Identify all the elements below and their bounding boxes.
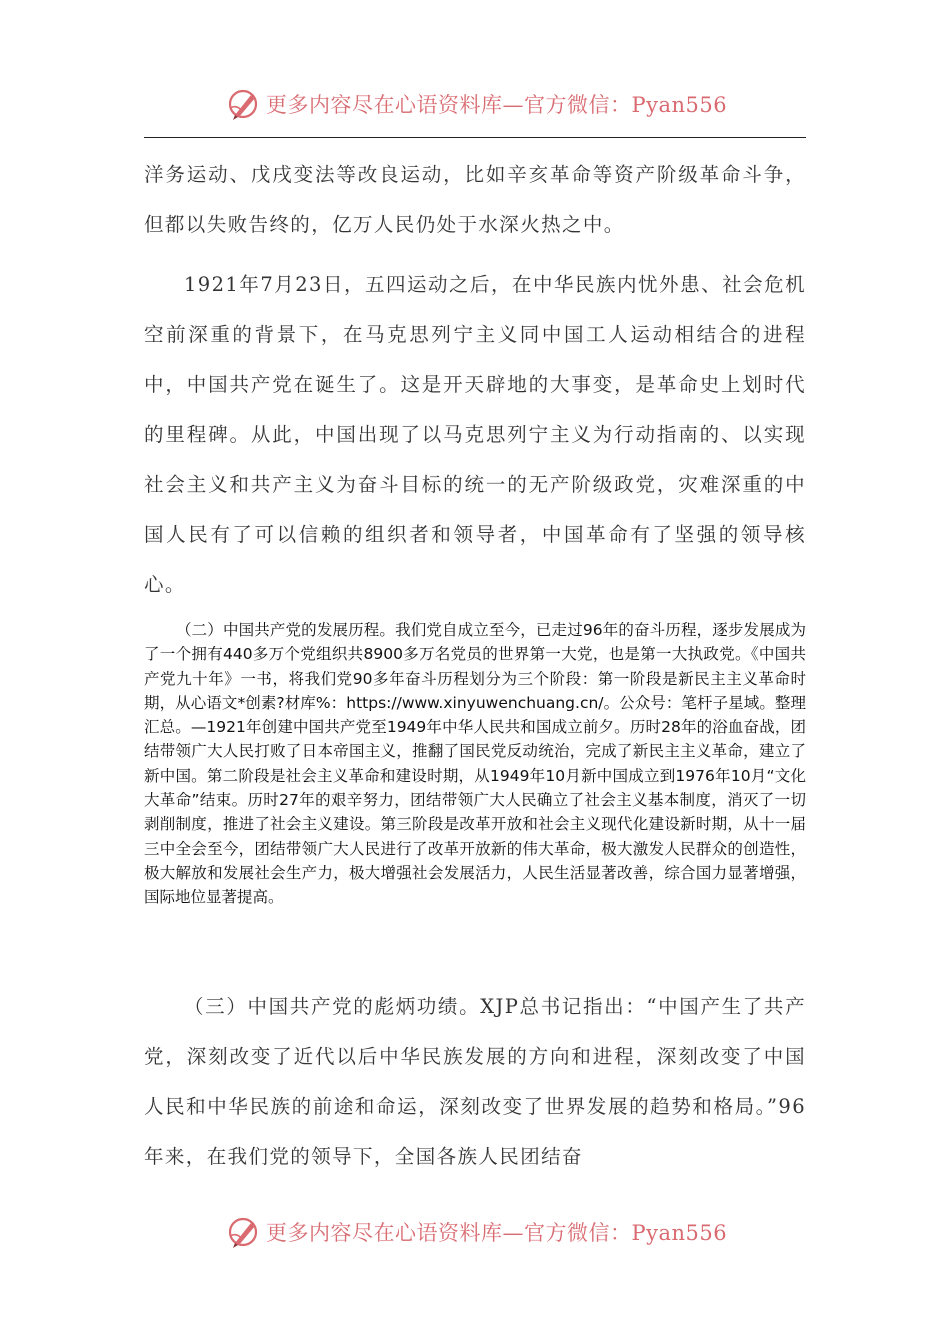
- page-footer: [0, 1212, 950, 1252]
- footer-banner-text: 更多内容尽在心语资料库—官方微信：Pyan556: [266, 1221, 728, 1245]
- footer-banner: [226, 1212, 727, 1252]
- pen-logo-icon: [226, 86, 262, 122]
- pen-logo-icon: [226, 1214, 262, 1250]
- paragraph-1: 洋务运动、戊戌变法等改良运动，比如辛亥革命等资产阶级革命斗争，但都以失败告终的，亿万人民仍处于水深火热之中。: [144, 163, 806, 236]
- header-banner: [226, 84, 727, 124]
- paragraph-3: （二）中国共产党的发展历程。我们党自成立至今，已走过96年的奋斗历程，逐步发展成为了一个拥有440多万个党组织共8900多万名党员的世界第一大党，也是第一大执政党。《中国共产党九十年》一书，将我们党90多年奋斗历程划分为三个阶段：第一阶段是新民主主义革命时期，从心语文*创素?材库%：https://www.xinyuwenchuang.cn/。公众号：笔杆子星域。整理汇总。—1921年创建中国共产党至1949年中华人民共和国成立前夕。历时28年的浴血奋战，团结带领广大人民打败了日本帝国主义，推翻了国民党反动统治，完成了新民主主义革命，建立了新中国。第二阶段是社会主义革命和建设时期，从1949年10月新中国成立到1976年10月“文化大革命”结束。历时27年的艰辛努力，团结带领广大人民确立了社会主义基本制度，消灭了一切剥削制度，推进了社会主义建设。第三阶段是改革开放和社会主义现代化建设新时期，从十一届三中全会至今，团结带领广大人民进行了改革开放新的伟大革命，极大激发人民群众的创造性，极大解放和发展社会生产力，极大增强社会发展活力，人民生活显著改善，综合国力显著增强，国际地位显著提高。: [144, 621, 806, 907]
- paragraph-4: （三）中国共产党的彪炳功绩。XJP总书记指出：“中国产生了共产党，深刻改变了近代以后中华民族发展的方向和进程，深刻改变了中国人民和中华民族的前途和命运，深刻改变了世界发展的趋势和格局。”96年来，在我们党的领导下，全国各族人民团结奋: [144, 995, 806, 1168]
- header-banner-text: 更多内容尽在心语资料库—官方微信：Pyan556: [266, 93, 728, 117]
- header-divider: [144, 137, 806, 138]
- paragraph-2: 1921年7月23日，五四运动之后，在中华民族内忧外患、社会危机空前深重的背景下，在马克思列宁主义同中国工人运动相结合的进程中，中国共产党在诞生了。这是开天辟地的大事变，是革命史上划时代的里程碑。从此，中国出现了以马克思列宁主义为行动指南的、以实现社会主义和共产主义为奋斗目标的统一的无产阶级政党，灾难深重的中国人民有了可以信赖的组织者和领导者，中国革命有了坚强的领导核心。: [144, 273, 806, 596]
- page-header: [0, 84, 950, 124]
